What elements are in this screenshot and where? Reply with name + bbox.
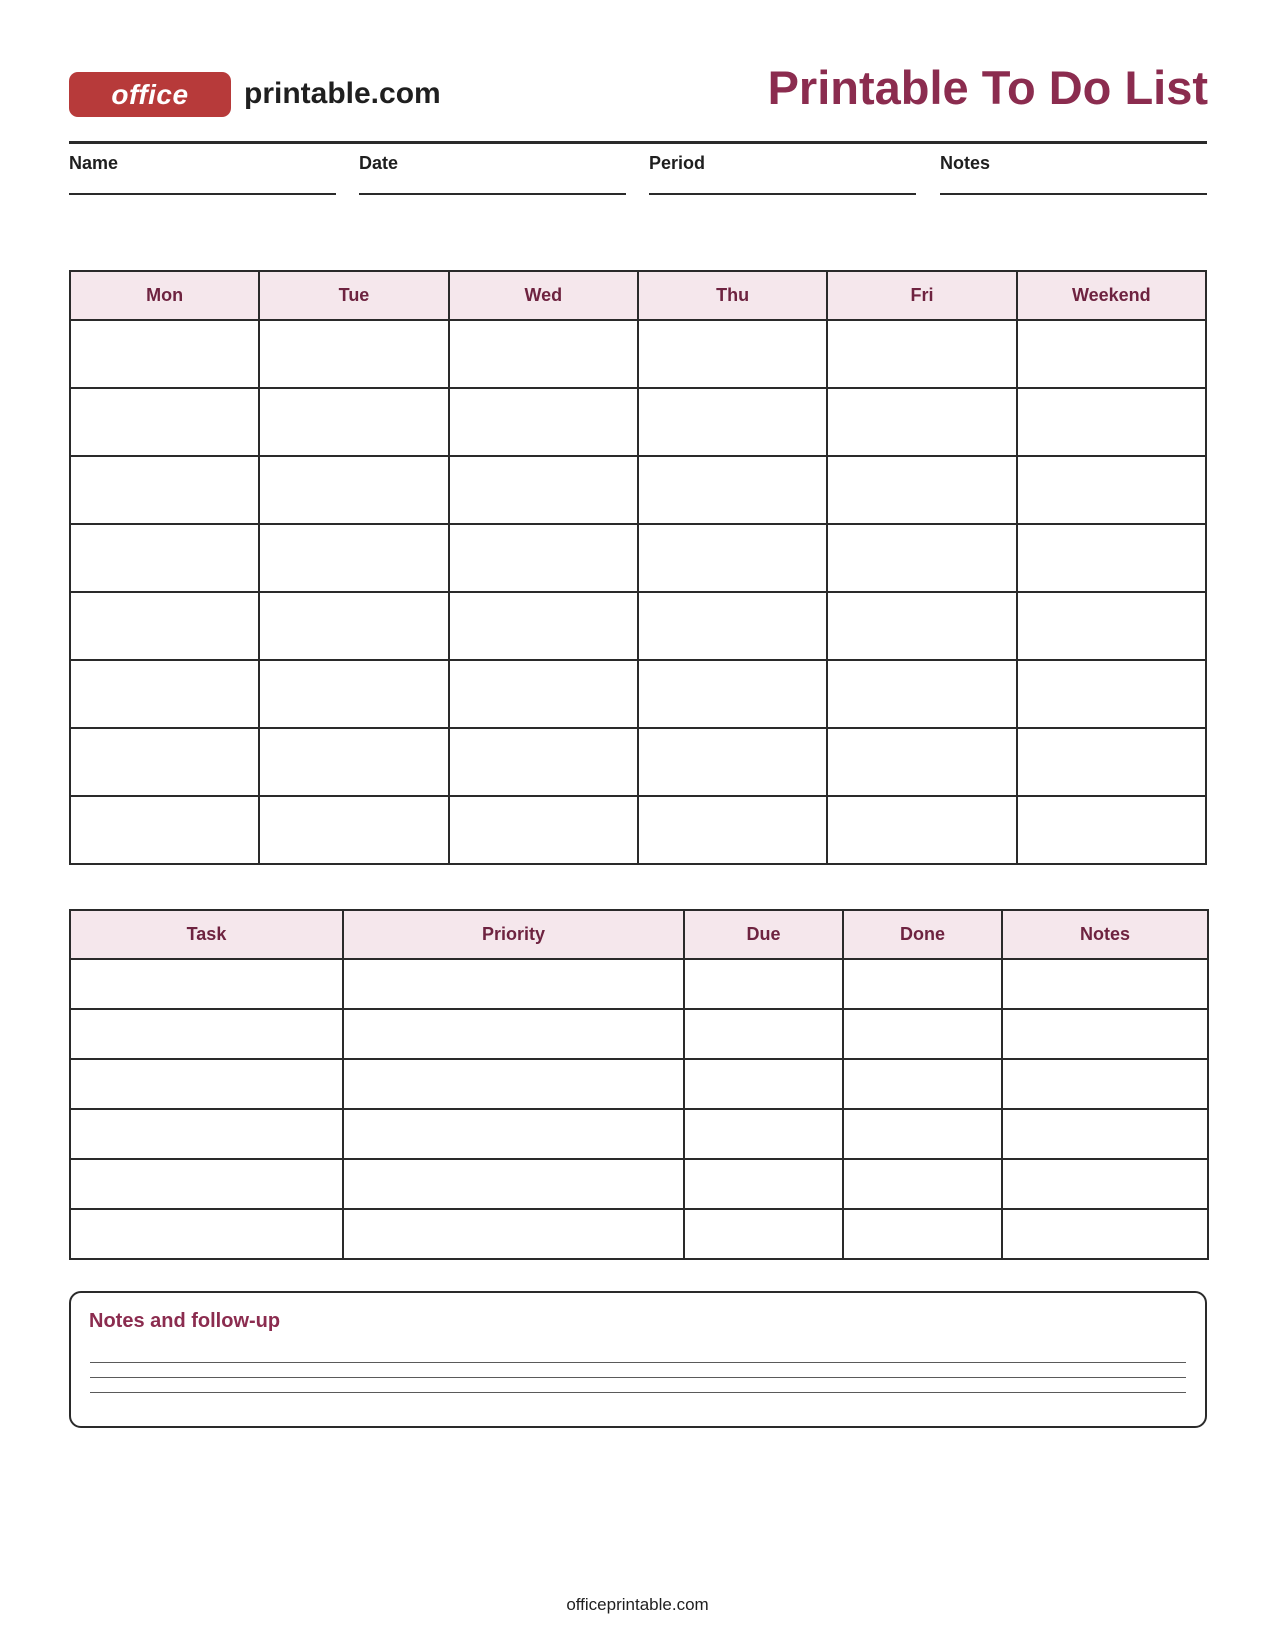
table-cell[interactable] <box>638 524 827 592</box>
task-row <box>70 1059 1208 1109</box>
weekly-row <box>70 796 1206 864</box>
table-cell[interactable] <box>1017 456 1206 524</box>
task-header-row <box>70 910 1208 959</box>
name-field-label: Name <box>69 153 119 173</box>
table-cell[interactable] <box>259 320 448 388</box>
table-cell[interactable] <box>684 1009 843 1059</box>
table-cell[interactable] <box>684 1109 843 1159</box>
header-thu: Thu <box>638 271 827 320</box>
table-cell[interactable] <box>449 796 638 864</box>
header-weekend: Weekend <box>1017 271 1206 320</box>
table-cell[interactable] <box>343 1159 684 1209</box>
table-cell[interactable] <box>70 456 259 524</box>
notes-followup-box <box>69 1291 1207 1428</box>
table-cell[interactable] <box>259 796 448 864</box>
table-cell[interactable] <box>843 1159 1002 1209</box>
notes-writing-line[interactable] <box>90 1377 1186 1378</box>
table-cell[interactable] <box>1002 1209 1208 1259</box>
table-cell[interactable] <box>684 959 843 1009</box>
table-cell[interactable] <box>449 456 638 524</box>
table-cell[interactable] <box>1017 592 1206 660</box>
table-cell[interactable] <box>1017 660 1206 728</box>
notes-followup-title: Notes and follow-up <box>89 1310 281 1332</box>
table-cell[interactable] <box>843 1009 1002 1059</box>
table-cell[interactable] <box>827 728 1016 796</box>
notes-writing-line[interactable] <box>90 1362 1186 1363</box>
task-row <box>70 1159 1208 1209</box>
logo-badge: office <box>69 72 231 117</box>
table-cell[interactable] <box>70 728 259 796</box>
table-cell[interactable] <box>1017 320 1206 388</box>
table-cell[interactable] <box>70 1159 343 1209</box>
table-cell[interactable] <box>1002 1009 1208 1059</box>
table-cell[interactable] <box>449 660 638 728</box>
name-field[interactable] <box>69 150 336 195</box>
header-fri: Fri <box>827 271 1016 320</box>
header-done: Done <box>843 910 1002 959</box>
date-field-label: Date <box>359 153 399 173</box>
weekly-table <box>69 270 1207 865</box>
table-cell[interactable] <box>1017 728 1206 796</box>
table-cell[interactable] <box>638 796 827 864</box>
weekly-row <box>70 660 1206 728</box>
header-task: Task <box>70 910 343 959</box>
period-field[interactable] <box>649 150 916 195</box>
table-cell[interactable] <box>827 320 1016 388</box>
table-cell[interactable] <box>827 388 1016 456</box>
table-cell[interactable] <box>1002 1109 1208 1159</box>
table-cell[interactable] <box>70 660 259 728</box>
table-cell[interactable] <box>70 1109 343 1159</box>
table-cell[interactable] <box>259 456 448 524</box>
table-cell[interactable] <box>449 388 638 456</box>
weekly-row <box>70 592 1206 660</box>
weekly-row <box>70 728 1206 796</box>
header-due: Due <box>684 910 843 959</box>
task-row <box>70 1209 1208 1259</box>
table-cell[interactable] <box>827 660 1016 728</box>
weekly-header-row <box>70 271 1206 320</box>
table-cell[interactable] <box>449 592 638 660</box>
logo-domain: printable.com <box>244 77 441 110</box>
table-cell[interactable] <box>70 320 259 388</box>
table-cell[interactable] <box>638 728 827 796</box>
table-cell[interactable] <box>638 388 827 456</box>
table-cell[interactable] <box>259 660 448 728</box>
table-cell[interactable] <box>343 1109 684 1159</box>
period-field-label: Period <box>649 153 706 173</box>
table-cell[interactable] <box>827 592 1016 660</box>
table-cell[interactable] <box>684 1209 843 1259</box>
table-cell[interactable] <box>70 524 259 592</box>
table-cell[interactable] <box>70 1209 343 1259</box>
table-cell[interactable] <box>1002 1059 1208 1109</box>
table-cell[interactable] <box>259 592 448 660</box>
table-cell[interactable] <box>449 728 638 796</box>
weekly-row <box>70 388 1206 456</box>
table-cell[interactable] <box>449 524 638 592</box>
table-cell[interactable] <box>70 388 259 456</box>
table-cell[interactable] <box>638 456 827 524</box>
table-cell[interactable] <box>1017 524 1206 592</box>
table-cell[interactable] <box>259 388 448 456</box>
table-cell[interactable] <box>843 1109 1002 1159</box>
table-cell[interactable] <box>343 1059 684 1109</box>
table-cell[interactable] <box>70 796 259 864</box>
header-priority: Priority <box>343 910 684 959</box>
table-cell[interactable] <box>827 796 1016 864</box>
table-cell[interactable] <box>343 959 684 1009</box>
header-tue: Tue <box>259 271 448 320</box>
table-cell[interactable] <box>843 1059 1002 1109</box>
table-cell[interactable] <box>843 1209 1002 1259</box>
table-cell[interactable] <box>1017 388 1206 456</box>
table-cell[interactable] <box>259 524 448 592</box>
header-mon: Mon <box>70 271 259 320</box>
table-cell[interactable] <box>70 1009 343 1059</box>
task-row <box>70 1009 1208 1059</box>
page-title: Printable To Do List <box>767 61 1208 114</box>
table-cell[interactable] <box>1002 1159 1208 1209</box>
notes-field-label: Notes <box>940 153 991 173</box>
table-cell[interactable] <box>259 728 448 796</box>
table-cell[interactable] <box>827 524 1016 592</box>
table-cell[interactable] <box>1017 796 1206 864</box>
weekly-row <box>70 456 1206 524</box>
table-cell[interactable] <box>684 1059 843 1109</box>
table-cell[interactable] <box>1002 959 1208 1009</box>
table-cell[interactable] <box>343 1209 684 1259</box>
table-cell[interactable] <box>70 592 259 660</box>
footer-url: officeprintable.com <box>566 1595 709 1614</box>
table-cell[interactable] <box>638 592 827 660</box>
task-table <box>69 909 1209 1260</box>
notes-field[interactable] <box>940 150 1207 195</box>
table-cell[interactable] <box>684 1159 843 1209</box>
table-cell[interactable] <box>843 959 1002 1009</box>
weekly-row <box>70 524 1206 592</box>
table-cell[interactable] <box>70 1059 343 1109</box>
table-cell[interactable] <box>449 320 638 388</box>
table-cell[interactable] <box>343 1009 684 1059</box>
table-cell[interactable] <box>70 959 343 1009</box>
task-row <box>70 959 1208 1009</box>
table-cell[interactable] <box>827 456 1016 524</box>
header-divider <box>69 141 1207 144</box>
header-wed: Wed <box>449 271 638 320</box>
date-field[interactable] <box>359 150 626 195</box>
task-row <box>70 1109 1208 1159</box>
notes-writing-line[interactable] <box>90 1392 1186 1393</box>
weekly-row <box>70 320 1206 388</box>
table-cell[interactable] <box>638 320 827 388</box>
table-cell[interactable] <box>638 660 827 728</box>
header-notes: Notes <box>1002 910 1208 959</box>
